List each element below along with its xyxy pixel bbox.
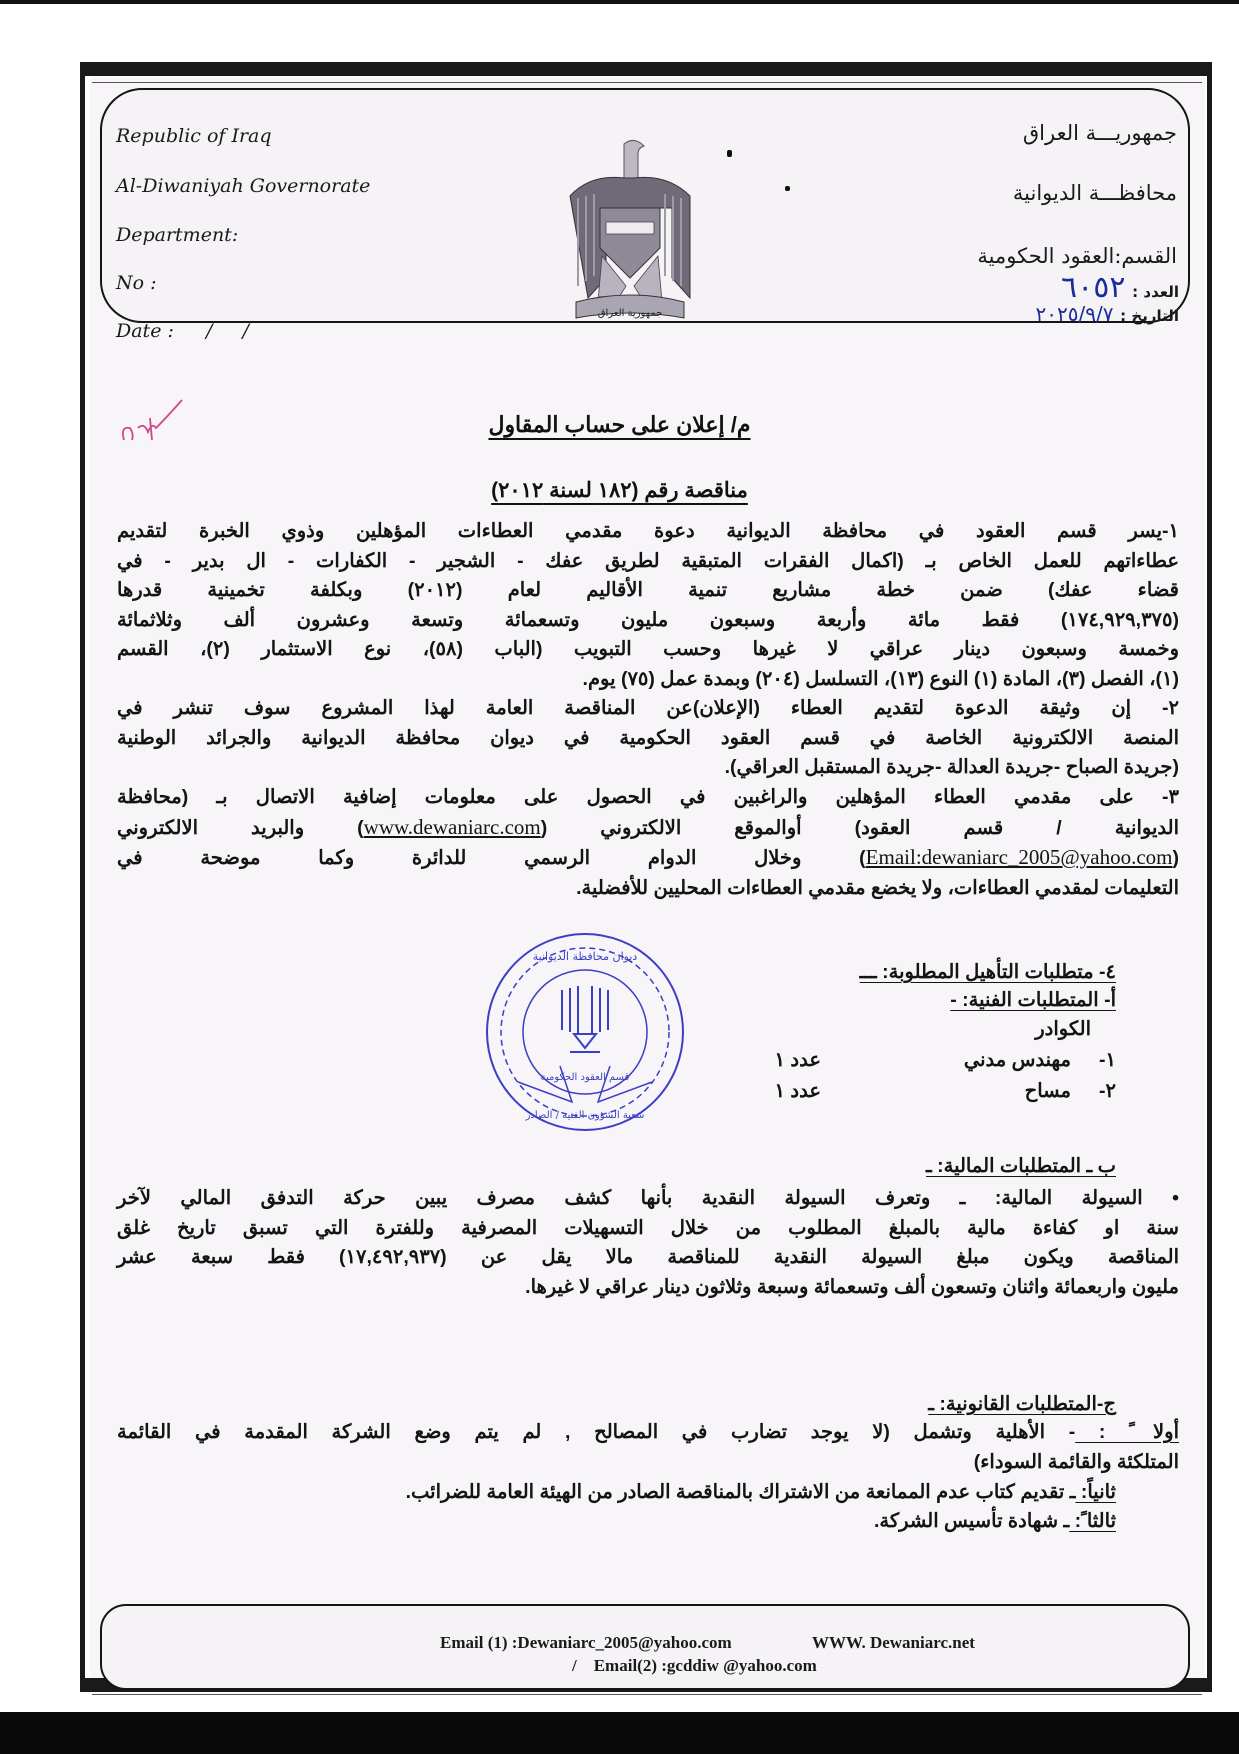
legal-third <box>874 1509 1116 1533</box>
date-slashes: / / <box>205 320 249 342</box>
paragraph-line: المنصة الالكترونية الخاصة في قسم العقود الحكومية في ديوان محافظة الديوانية والجرائد الوطنية <box>117 726 1179 749</box>
footer-website[interactable]: WWW. Dewaniarc.net <box>812 1633 975 1652</box>
paragraph-line: (١٧٤,٩٢٩,٣٧٥) فقط مائة وأربعة وسبعون مليون وتسعمائة وتسعة وعشرون ألف وثلاثمائة <box>117 608 1179 631</box>
date-label: Date : <box>116 320 174 342</box>
paragraph-line: ٢- إن وثيقة الدعوة لتقديم العطاء (الإعلان)عن المناقصة العامة لهذا المشروع سوف تنشر في <box>117 697 1179 719</box>
scan-speck <box>785 186 790 191</box>
paragraph-fragment: ) وخلال الدوام الرسمي للدائرة وكما موضحة في <box>117 847 866 869</box>
staff-item-number: ٢- <box>1099 1080 1116 1102</box>
section-title-text: ج-المتطلبات القانونية: ـ <box>928 1393 1116 1415</box>
heading-text: م/ إعلان على حساب المقاول <box>488 412 751 437</box>
legal-item-text: ـ تقديم كتاب عدم الممانعة من الاشتراك بالمناقصة الصادر من الهيئة العامة للضرائب. <box>405 1481 1076 1503</box>
financial-requirements-title <box>926 1154 1116 1178</box>
section-title-text: أ- المتطلبات الفنية: - <box>950 989 1116 1011</box>
legal-item-label: ثانياً: <box>1075 1481 1116 1503</box>
paragraph-line: ١-يسر قسم العقود في محافظة الديوانية دعوة مقدمي العطاءات المؤهلين وذوي الخبرة لتقديم <box>117 520 1179 542</box>
paragraph-fragment: ) والبريد الالكتروني <box>117 816 364 839</box>
date-label-ar: التاريخ : <box>1120 307 1179 325</box>
paragraph-line: قضاء عفك) ضمن خطة مشاريع تنمية الأقاليم لعام (٢٠١٢) وبكلفة تخمينية قدرها <box>117 579 1179 601</box>
paragraph-line: عطاءاتهم للعمل الخاص بـ (اكمال الفقرات المتبقية لطريق عفك - الشجير - الكفارات - ال بدير - في <box>117 549 1179 572</box>
letterhead-date-en <box>116 320 249 342</box>
section-title-text: ب ـ المتطلبات المالية: ـ <box>926 1155 1116 1177</box>
technical-requirements-title <box>950 988 1116 1012</box>
legal-first <box>117 1418 1179 1477</box>
paragraph-line: مليون واربعمائة واثنان وتسعون ألف وتسعمائة وسبعة وثلاثون دينار عراقي لا غيرها. <box>525 1275 1179 1298</box>
tender-number-text: مناقصة رقم (١٨٢ لسنة ٢٠١٢) <box>491 479 748 502</box>
staff-item-count: عدد ١ <box>774 1080 821 1102</box>
staff-item-number: ١- <box>1099 1049 1116 1071</box>
letterhead-country-ar: جمهوريـــة العراق <box>1022 121 1177 145</box>
scan-speck <box>727 150 732 157</box>
scan-top-edge <box>0 0 1239 4</box>
paragraph-line: سنة او كفاءة مالية بالمبلغ المطلوب من خلال التسهيلات المصرفية وللفترة التي تسبق تاريخ غلق <box>117 1216 1179 1239</box>
paragraph-line: (جريدة الصباح -جريدة العدالة -جريدة المستقبل العراقي). <box>724 756 1179 778</box>
section-4-title <box>860 960 1116 984</box>
letterhead-department-ar: القسم:العقود الحكومية <box>977 244 1177 268</box>
letterhead-governorate-ar: محافظـــة الديوانية <box>1012 181 1177 205</box>
paragraph-line: ٣- على مقدمي العطاء المؤهلين والراغبين في الحصول على معلومات إضافية الاتصال بـ (محافظة <box>117 786 1179 808</box>
paragraph-line: (Email:dewaniarc_2005@yahoo.com) وخلال الدوام الرسمي للدائرة وكما موضحة في <box>117 845 1179 869</box>
legal-second <box>406 1480 1116 1504</box>
date-handwritten: ٢٠٢٥/٩/٧ <box>1035 302 1114 326</box>
footer-email-2[interactable]: / Email(2) :gcddiw @yahoo.com <box>572 1656 817 1675</box>
letterhead-governorate-en: Al-Diwaniyah Governorate <box>116 175 371 197</box>
legal-item-label: أولا ً : <box>1075 1421 1180 1443</box>
letterhead-country-en: Republic of Iraq <box>116 125 272 147</box>
staff-item-role: مهندس مدني <box>963 1049 1071 1071</box>
paragraph-1 <box>117 517 1179 694</box>
staff-item-role: مساح <box>1024 1080 1071 1102</box>
legal-item-label: ثالثا ً: <box>1069 1510 1116 1532</box>
document-heading <box>0 412 1239 438</box>
paragraph-fragment: الديوانية / قسم العقود) أوالموقع الالكتروني ( <box>540 816 1179 839</box>
letterhead-number-ar <box>1061 270 1179 305</box>
staff-label: الكوادر <box>1035 1018 1091 1040</box>
legal-requirements-title <box>928 1392 1116 1416</box>
paragraph-3 <box>117 783 1179 903</box>
emblem-caption: جمهورية العراق <box>597 308 663 319</box>
official-stamp-icon <box>478 930 693 1135</box>
paragraph-line <box>117 1418 1179 1448</box>
scan-bottom-edge <box>0 1712 1239 1754</box>
stamp-text-inner: قسم العقود الحكومية <box>540 1072 630 1083</box>
stamp-text-outer: ديوان محافظة الديوانية <box>532 950 638 963</box>
paragraph-line: المناقصة ويكون مبلغ السيولة النقدية للمناقصة مالا يقل عن (١٧,٤٩٢,٩٣٧) فقط سبعة عشر <box>117 1246 1179 1268</box>
border-rule-bottom <box>92 1694 1202 1695</box>
legal-item-text: - الأهلية وتشمل (لا يوجد تضارب في المصالح , لم يتم وضع الشركة المقدمة في القائمة <box>117 1421 1076 1443</box>
letterhead-number-en: No : <box>116 272 157 294</box>
stamp-text-bottom: شعبة الشؤون الفنية / الصادر <box>525 1110 645 1121</box>
paragraph-line: وخمسة وسبعون دينار عراقي لا غيرها وحسب التبويب (الباب (٥٨)، نوع الاستثمار (٢)، القسم <box>117 638 1179 660</box>
border-rule-top <box>92 82 1202 83</box>
iraq-eagle-emblem-icon <box>562 136 697 326</box>
email-link[interactable]: Email:dewaniarc_2005@yahoo.com <box>865 845 1173 869</box>
letterhead-department-en: Department: <box>116 224 239 246</box>
paragraph-line: التعليمات لمقدمي العطاءات، ولا يخضع مقدمي العطاءات المحليين للأفضلية. <box>576 876 1179 899</box>
section-title-text: ٤- متطلبات التأهيل المطلوبة: ـــ <box>859 961 1116 983</box>
legal-item-text: ـ شهادة تأسيس الشركة. <box>873 1510 1070 1532</box>
number-handwritten: ٦٠٥٢ <box>1061 270 1126 305</box>
footer-email-1[interactable]: Email (1) :Dewaniarc_2005@yahoo.com <box>440 1633 732 1652</box>
paragraph-line: • السيولة المالية: ـ وتعرف السيولة النقدية بأنها كشف مصرف يبين حركة التدفق المالي لآخر <box>117 1187 1179 1209</box>
paragraph-line <box>117 813 1179 844</box>
letterhead-date-ar <box>1036 302 1179 326</box>
liquidity-paragraph <box>117 1184 1179 1302</box>
paragraph-line: المتلكئة والقائمة السوداء) <box>973 1450 1179 1473</box>
paragraph-2 <box>117 694 1179 783</box>
number-label: العدد : <box>1132 283 1179 301</box>
staff-item-count: عدد ١ <box>774 1049 821 1071</box>
tender-number <box>0 478 1239 503</box>
website-link[interactable]: www.dewaniarc.com <box>363 814 541 839</box>
paragraph-line: (١)، الفصل (٣)، المادة (١) النوع (١٣)، التسلسل (٢٠٤) وبمدة عمل (٧٥) يوم. <box>582 667 1179 690</box>
